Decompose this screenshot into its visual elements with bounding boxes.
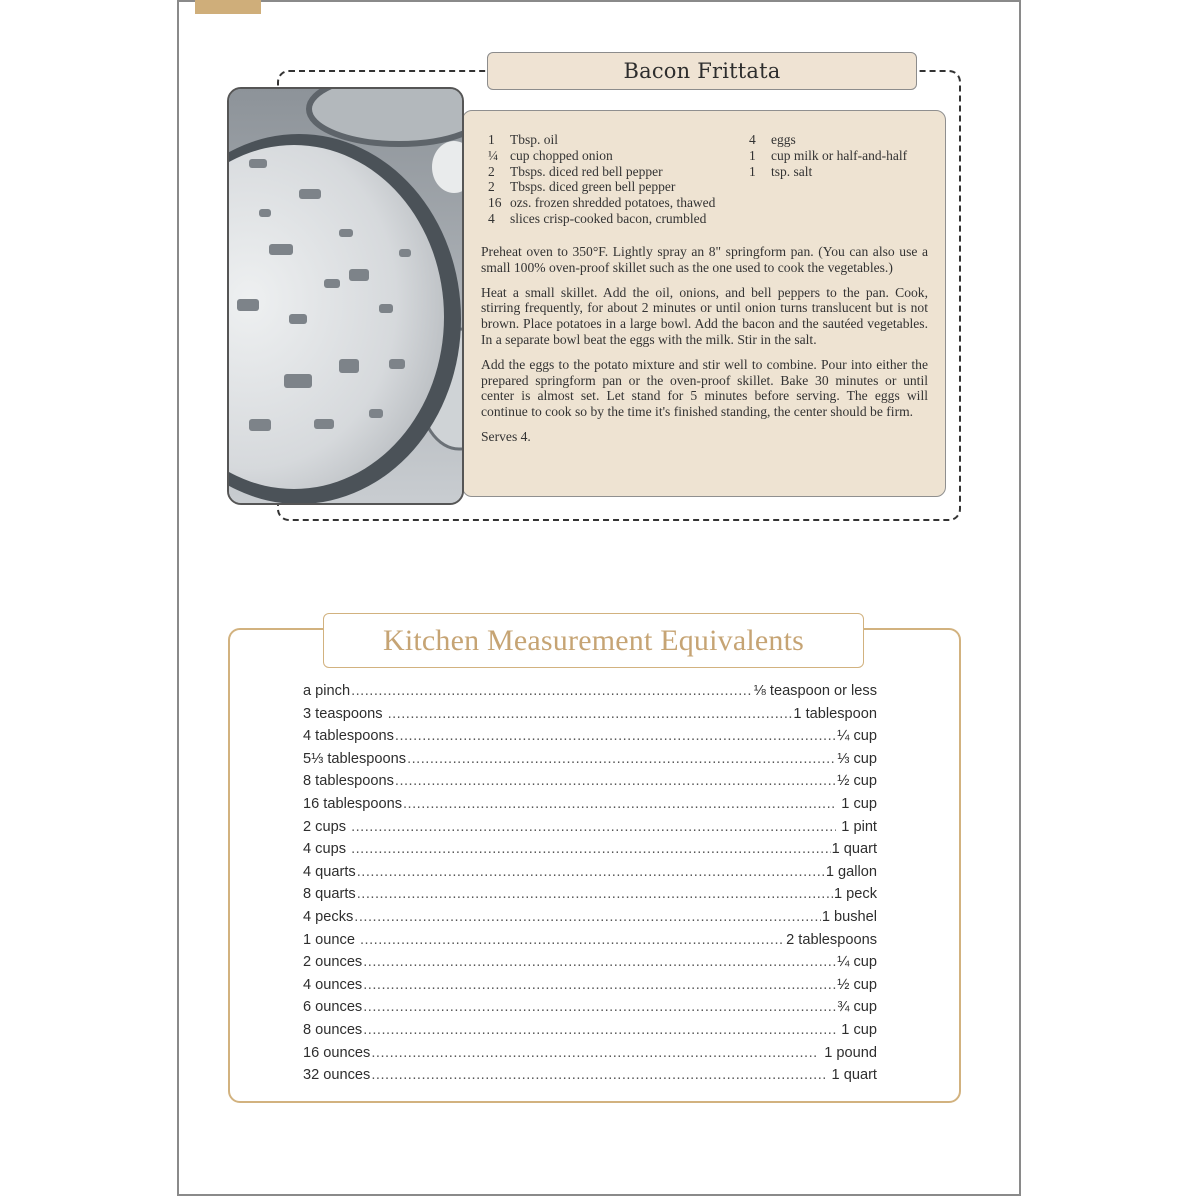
measurement-row bbox=[303, 841, 877, 864]
ingredient-text: ozs. frozen shredded potatoes, thawed bbox=[510, 195, 716, 211]
measurement-from: 6 ounces bbox=[303, 999, 363, 1016]
measurement-to: ¾ cup bbox=[837, 999, 877, 1016]
measurement-row bbox=[303, 999, 877, 1022]
ingredient-qty: 1 bbox=[488, 132, 495, 147]
dot-leader bbox=[407, 751, 836, 767]
ingredient-text: Tbsps. diced green bell pepper bbox=[510, 179, 676, 195]
dot-leader bbox=[357, 864, 825, 880]
direction-paragraph: Preheat oven to 350°F. Lightly spray an 8" springform pan. (You can also use a small 100% oven-proof skillet such as the one used to cook the vegetables.) bbox=[481, 244, 928, 275]
ingredient-text: eggs bbox=[771, 132, 796, 147]
measurement-to: 1 pint bbox=[837, 818, 877, 835]
measurement-from: 1 ounce bbox=[303, 931, 359, 948]
measurement-from: a pinch bbox=[303, 683, 351, 699]
measurement-to: 1 tablespoon bbox=[793, 705, 877, 722]
ingredient-text: slices crisp-cooked bacon, crumbled bbox=[510, 210, 707, 226]
ingredients-left bbox=[488, 132, 715, 227]
measurement-to: ¼ cup bbox=[837, 728, 877, 745]
measurement-to: 1 quart bbox=[831, 841, 877, 858]
measurement-row bbox=[303, 773, 877, 796]
dot-leader bbox=[354, 909, 821, 925]
measurement-row bbox=[303, 909, 877, 932]
ingredient-item bbox=[488, 164, 715, 180]
measurement-row bbox=[303, 1022, 877, 1045]
ingredient-text: Tbsps. diced red bell pepper bbox=[510, 163, 663, 179]
measurement-from: 16 tablespoons bbox=[303, 795, 402, 812]
measurement-from: 8 ounces bbox=[303, 1021, 363, 1038]
dot-leader bbox=[403, 796, 836, 812]
ingredient-qty: 2 bbox=[488, 179, 495, 195]
ingredient-item bbox=[749, 148, 907, 164]
measurement-title-box bbox=[323, 613, 864, 668]
dot-leader bbox=[371, 1045, 819, 1061]
ingredient-qty: 2 bbox=[488, 163, 495, 179]
measurement-from: 2 cups bbox=[303, 818, 351, 835]
measurement-to: ½ cup bbox=[837, 773, 877, 790]
measurement-to: 1 bushel bbox=[821, 908, 877, 925]
ingredient-text: cup milk or half-and-half bbox=[771, 147, 908, 163]
measurement-row bbox=[303, 1067, 877, 1090]
measurement-to: ⅓ cup bbox=[837, 750, 877, 767]
measurement-from: 4 pecks bbox=[303, 908, 354, 925]
measurement-row bbox=[303, 683, 877, 706]
dot-leader bbox=[395, 773, 836, 789]
measurement-title: Kitchen Measurement Equivalents bbox=[382, 623, 805, 657]
measurement-to: 1 quart bbox=[827, 1067, 877, 1084]
ingredient-item bbox=[488, 179, 715, 195]
ingredient-text: cup chopped onion bbox=[510, 147, 613, 163]
measurement-row bbox=[303, 796, 877, 819]
measurement-from: 4 tablespoons bbox=[303, 728, 394, 745]
dot-leader bbox=[363, 999, 836, 1015]
measurement-from: 8 tablespoons bbox=[303, 773, 394, 790]
dot-leader bbox=[388, 706, 793, 722]
measurement-to: 2 tablespoons bbox=[786, 931, 877, 948]
dot-leader bbox=[351, 683, 753, 699]
frittata-photo-image bbox=[229, 89, 464, 505]
measurement-to: 1 cup bbox=[837, 795, 877, 812]
ingredient-qty: 4 bbox=[749, 132, 756, 147]
measurement-row bbox=[303, 1045, 877, 1068]
measurement-to: 1 peck bbox=[834, 886, 877, 903]
ingredient-item bbox=[749, 164, 907, 180]
ingredient-item bbox=[749, 132, 907, 148]
ingredient-item bbox=[488, 148, 715, 164]
recipe-directions bbox=[481, 244, 928, 454]
ingredient-qty: 4 bbox=[488, 210, 495, 226]
dot-leader bbox=[363, 977, 836, 993]
measurement-from: 5⅓ tablespoons bbox=[303, 750, 407, 767]
dot-leader bbox=[351, 819, 836, 835]
measurement-list bbox=[303, 683, 877, 1090]
measurement-to: 1 gallon bbox=[825, 863, 877, 880]
measurement-row bbox=[303, 819, 877, 842]
dot-leader bbox=[357, 886, 833, 902]
dot-leader bbox=[363, 954, 836, 970]
ingredient-qty: 1 bbox=[749, 147, 756, 163]
dot-leader bbox=[371, 1067, 826, 1083]
measurement-row bbox=[303, 886, 877, 909]
ingredients-right bbox=[749, 132, 907, 179]
serves-note: Serves 4. bbox=[481, 428, 531, 444]
direction-paragraph: Heat a small skillet. Add the oil, onions, and bell peppers to the pan. Cook, stirring frequently, for about 2 minutes or until onion turns translucent but is not brown. Place potatoes in a large bowl. Add the bacon and the sautéed vegetables. In a separate bowl beat the eggs with the milk. Stir in the salt. bbox=[481, 284, 928, 347]
measurement-to: ½ cup bbox=[837, 976, 877, 993]
ingredient-item bbox=[488, 132, 715, 148]
measurement-to: 1 pound bbox=[820, 1044, 877, 1061]
measurement-row bbox=[303, 954, 877, 977]
frittata-photo bbox=[227, 87, 464, 505]
ingredient-item bbox=[488, 195, 715, 211]
recipe-title-box bbox=[487, 52, 917, 90]
measurement-from: 3 teaspoons bbox=[303, 705, 387, 722]
ingredient-text: Tbsp. oil bbox=[510, 132, 559, 147]
measurement-row bbox=[303, 932, 877, 955]
ingredient-qty: ¼ bbox=[488, 147, 499, 163]
dot-leader bbox=[395, 728, 836, 744]
measurement-to: ¼ cup bbox=[837, 954, 877, 971]
measurement-row bbox=[303, 728, 877, 751]
measurement-row bbox=[303, 751, 877, 774]
measurement-from: 2 ounces bbox=[303, 954, 363, 971]
measurement-from: 8 quarts bbox=[303, 886, 356, 903]
dot-leader bbox=[351, 841, 831, 857]
measurement-from: 4 cups bbox=[303, 841, 351, 858]
ingredient-item bbox=[488, 211, 715, 227]
ingredient-qty: 1 bbox=[749, 163, 756, 179]
measurement-to: 1 cup bbox=[837, 1021, 877, 1038]
ingredient-text: tsp. salt bbox=[771, 163, 813, 179]
measurement-to: ⅛ teaspoon or less bbox=[753, 683, 877, 699]
measurement-from: 4 quarts bbox=[303, 863, 356, 880]
page-tab-marker bbox=[195, 0, 261, 14]
ingredient-qty: 16 bbox=[488, 195, 502, 211]
measurement-row bbox=[303, 864, 877, 887]
measurement-row bbox=[303, 977, 877, 1000]
measurement-from: 4 ounces bbox=[303, 976, 363, 993]
measurement-row bbox=[303, 706, 877, 729]
direction-paragraph: Add the eggs to the potato mixture and stir well to combine. Pour into either the prepared springform pan or the oven-proof skillet. Bake 30 minutes or until center is almost set. Let stand for 5 minutes before serving. The eggs will continue to cook so by the time it's finished standing, the center should be firm. bbox=[481, 356, 928, 420]
measurement-from: 16 ounces bbox=[303, 1044, 371, 1061]
dot-leader bbox=[363, 1022, 836, 1038]
recipe-title: Bacon Frittata bbox=[623, 59, 781, 83]
dot-leader bbox=[360, 932, 785, 948]
measurement-from: 32 ounces bbox=[303, 1067, 371, 1084]
